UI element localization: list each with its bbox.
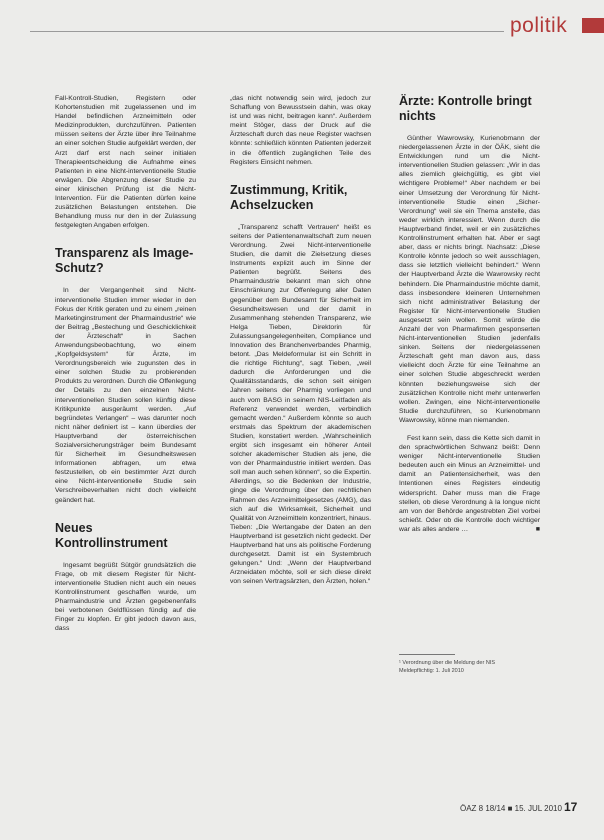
col1-heading-transparenz: Transparenz als Image-Schutz? [55,246,194,276]
column-1 [55,94,196,633]
page-number: 17 [564,800,578,814]
header-rule [30,31,504,32]
col2-paragraph-2: „Transparenz schafft Vertrauen“ heißt es seitens der Patientenanwaltschaft zum neuen Verordnung. Zwei Nicht-interventionelle Studien, die damit die Zielsetzung dieses Instruments explizit auch im Sinne der Patienten begrüßt. Seitens des Pharmaindustrie bekannt man sich ohne Einschränkung zur Offenlegung aller Daten gegenüber dem Bundesamt für Sicherheit im Gesundheitswesen und der damit in Zusammenhang stehenden Transparenz, wie Helga Tieben, Direktorin für Zulassungsangelegenheiten, Compliance und Innovation des Branchenverbandes Pharmig, betont. „Das Meldeformular ist ein Schritt in die richtige Richtung“, sagt Tieben, „weil dadurch die Anforderungen und die Qualitätsstandards, die schon seit einigen Jahren seitens der Pharmig vorliegen und auch vom BASG in seinem NIS-Leitfaden als Referenz verwendet werden, verbindlich gemacht werden.“ Außerdem könnte so auch erstmals das Spektrum der akademischen Studien, konstatiert werden. „Wahrscheinlich ergibt sich insgesamt ein höherer Anteil solcher akademischer Studien als jene, die von der Pharmaindustrie initiiert werden. Das soll man auch sehen können“, so die Expertin. Allerdings, so die Bedenken der Industrie, ginge die Verordnung über den rechtlichen Rahmen des Arzneimittelgesetzes (AMG), das sich auf die Wirksamkeit, Sicherheit und Qualität von Arzneimitteln konzentriert, hinaus. Tieben: „Die Wertangabe der Daten an den Hauptverband ist gesetzlich nicht gedeckt. Der Hauptverband hat uns als politische Forderung durchgesetzt. Damit ist ein Systembruch gelungen.“ Und: „Wenn der Hauptverband Arzneidaten möchte, soll er sich diese direkt von seinen Vertragsärzten, den Ärzten, holen.“ [230,223,371,586]
col1-heading-kontrollinstrument: Neues Kontrollinstrument [55,520,168,550]
col3-heading-aerzte: Ärzte: Kontrolle bringt nichts [399,94,532,123]
end-of-article-mark: ■ [535,525,540,533]
col3-paragraph-1: Günther Wawrowsky, Kurienobmann der niedergelassenen Ärzte in der ÖÄK, sieht die Entwicklungen rund um die Nicht-interventionellen Studien gelassen: „Wir in das alles ziemlich gleichgültig, es gibt viel wichtigere Probleme!“ Aber nachdem er bei einer Umsetzung der Verordnung für Nicht-interventionelle Studie einen „Sicher-Verordnung“ weil sie ein Thema anstelle, das weder wirklich interessiert. Wenn durch die Hauptverband findet, weil er ein zusätzliches Kontrollinstrument erhalten hat. Aber er sagt aber, dass er nichts bringt. Nachsatz: „Diese Kontrolle könnte jedoch so weit ausschlagen, dass sie letztlich vielleicht behindert.“ Wenn der Hauptverband Ärzte die Wawrowsky recht behindern. Die Pharmaindustrie möchte damit, dass insbesondere kleineren Unternehmen sich nicht administrativer Belastung der Register für Nicht-interventionelle Studien ausgesetzt sein wollen. Somit würde die Anzahl der von Pharmafirmen gesponserten Nicht-interventionellen Studien jedenfalls sinken. Seitens der niedergelassenen Ärzteschaft geht man davon aus, dass vielleicht doch Ärzte für eine Teilnahme an einer solchen Studie abgeschreckt werden könnten beziehungsweise sich der zusätzlichen Kontrolle nicht mehr unterwerfen wollen. Zwingen, eine Nicht-interventionelle Studie durchzuführen, so Kurienobmann Wawrowsky, könne man niemanden. [399,135,540,424]
col2-heading-zustimmung: Zustimmung, Kritik, Achselzucken [230,182,348,212]
col1-paragraph-2: In der Vergangenheit sind Nicht-interventionelle Studien immer wieder in den Fokus der Kritik geraten und zu einem „reinen Marketinginstrument der Pharmaindustrie“ wie der Beitrag „Bestechung und Geschicklichkeit der Ärzteschaft“ in Sachen Anwendungsbeobachtung, wo einem „Kopfgeldsystem“ für Ärzte, im Verordnungsbereich wie zugunsten des in einer solchen Studie zu probierenden Produkts zu verordnen. Durch die Offenlegung der Details zu den einzelnen Nicht-interventionellen Studien sollen künftig diese Kritikpunkte ausgeräumt werden. „Auf begründetes Verlangen“ – was darunter noch nicht näher definiert ist – kann überdies der Hauptverband der österreichischen Sozialversicherungsträger beim Bundesamt für Sicherheit im Gesundheitswesen Informationen abfragen, um etwa festzustellen, ob ein bestimmter Arzt durch eine Nicht-interventionelle Studie sein Verschreibeverhalten nicht doch vielleicht geändert hat. [55,287,196,504]
col1-paragraph-3: Ingesamt begrüßt Sütgör grundsätzlich die Frage, ob mit diesem Register für Nicht-interventionelle Studien nicht auch ein neues Kontrollinstrument geschaffen wurde, um Pharmaindustrie und Ärzten gegebenenfalls bei verbotenen Geldflüssen fündig auf die Finger zu klopfen. Er gibt jedoch davon aus, dass [55,561,196,633]
col3-paragraph-2-text: Fest kann sein, dass die Kette sich damit in den sprachwörtlichen Schwanz beißt: Denn weniger Nicht-interventionelle Studien bedeuten auch ein Minus an Arzneimittel- und damit an Patientensicherheit, was den Intentionen eines Registers eindeutig widerspricht. Daher muss man die Frage stellen, ob diese Verordnung à la longue nicht am von der Behörde angestrebten Ziel vorbei schießt. Oder ob die Kontrolle doch wichtiger war als alles andere … [399,435,540,533]
footnote-2: Meldepflichtig: 1. Juli 2010 [399,668,464,675]
column-2 [230,94,371,587]
col3-paragraph-2 [399,434,540,534]
col2-paragraph-1: „das nicht notwendig sein wird, jedoch zur Schaffung von Bewusstsein dahin, was okay ist und was nicht, beitragen kann“. Außerdem meint Stöger, dass der Druck auf die Ärzteschaft durch das neue Register wachsen könnte: schließlich könnten Patienten jederzeit in die öffentlich zugänglichen Teile des Registers Einsicht nehmen. [230,95,371,166]
col1-paragraph-1: Fall-Kontroll-Studien, Registern oder Kohortenstudien mit zugelassenen und im Handel befindlichen Arzneimitteln oder Medizinprodukten, durchzuführen. Patienten müssen seitens der Ärzte über ihre Teilnahme an einer solchen Studie aufgeklärt werden, der Arzt darf erst nach seiner initialen Therapieentscheidung die Aufnahme eines Patienten in eine Nicht-interventionelle Studie erwägen. Die Abgrenzung dieser Studie zu einer klinischen Prüfung ist die Nicht-Intervention. Für die Patienten dürfen keine zusätzlichen Belastungen entstehen. Die Behandlung muss nur den in der Zulassung festgelegten Angaben erfolgen. [55,95,196,230]
section-label: politik [510,14,568,37]
footer-issue: ÖAZ 8 18/14 ■ 15. JUL 2010 [460,804,562,813]
column-3 [399,94,540,675]
section-color-block [582,18,604,33]
footnote-1: ¹ Verordnung über die Meldung der NIS [399,660,496,667]
footnote-rule [399,654,455,655]
